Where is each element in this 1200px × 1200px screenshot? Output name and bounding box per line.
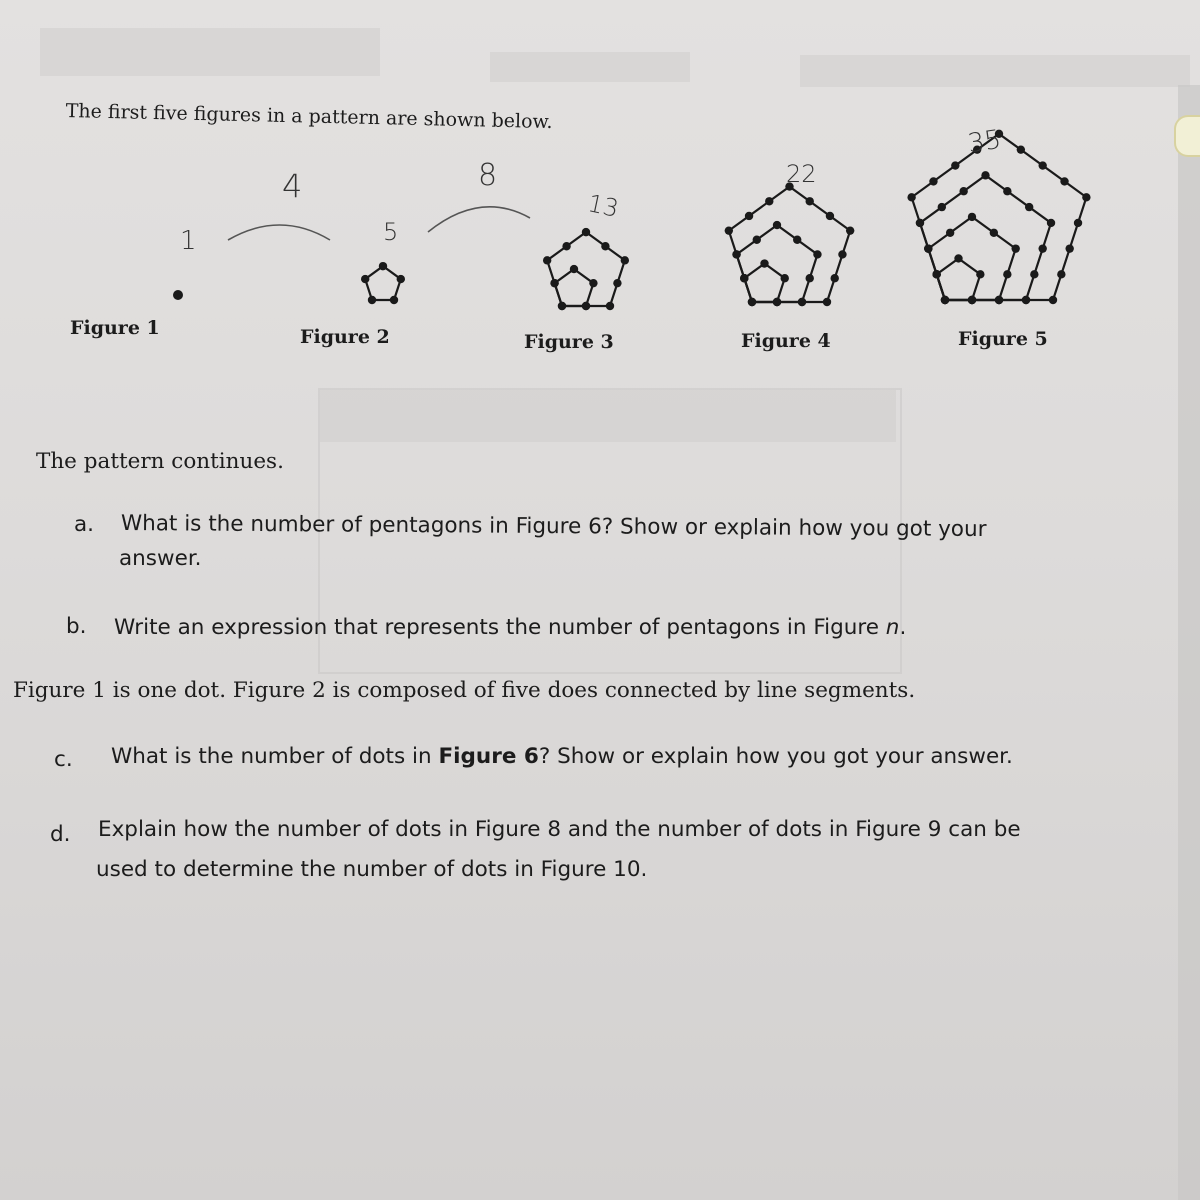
figure-5-dot — [1057, 270, 1065, 278]
figure-3-dot — [550, 279, 558, 287]
figure-4-dot — [753, 236, 761, 244]
figure-5-dot — [916, 219, 924, 227]
figure-3-dot — [562, 242, 570, 250]
figure-4-dot — [748, 298, 756, 306]
figure-1-dot — [173, 290, 183, 300]
figure-4-dot — [793, 236, 801, 244]
figure-3-label: Figure 3 — [524, 331, 614, 353]
figure-5-dot — [968, 213, 976, 221]
handwritten-difference-2: 8 — [478, 158, 498, 193]
figure-5-dot — [1038, 161, 1046, 169]
figure-3-dot — [558, 302, 566, 310]
figure-5-dot — [981, 171, 989, 179]
figure-5-dot — [1003, 187, 1011, 195]
figure-3-pentagon-3 — [547, 232, 625, 306]
question-b-text — [114, 615, 906, 640]
figure-1-label: Figure 1 — [70, 317, 160, 339]
figure-5-dot — [1065, 244, 1073, 252]
figure-5-dot — [1049, 296, 1057, 304]
figure-5-dot — [924, 244, 932, 252]
figure-5-dot — [959, 187, 967, 195]
question-c-pre: What is the number of dots in — [111, 744, 439, 769]
question-a-letter: a. — [74, 512, 95, 537]
figure-3-dot — [570, 265, 578, 273]
question-b-period: . — [899, 615, 907, 640]
figure-5-dot — [1060, 177, 1068, 185]
figure-2-dot — [361, 275, 369, 283]
figure-3-dot — [589, 279, 597, 287]
figure-4-dot — [745, 212, 753, 220]
question-d-line2: used to determine the number of dots in Figure 10. — [96, 857, 648, 882]
question-c-text — [111, 744, 1013, 769]
figure-5-dot — [1074, 219, 1082, 227]
figure-5-dot — [1030, 270, 1038, 278]
figure-4-dot — [773, 298, 781, 306]
figure-5-dot — [938, 203, 946, 211]
figure-5-dot — [990, 229, 998, 237]
figure-5-dot — [976, 270, 984, 278]
figure-4-dot — [831, 274, 839, 282]
figure-5-dot — [1082, 193, 1090, 201]
figure-5-dot — [954, 254, 962, 262]
figure-2-dot — [368, 296, 376, 304]
figure-2-dot — [379, 262, 387, 270]
figure-5-dot — [1011, 244, 1019, 252]
question-c-post: ? Show or explain how you got your answer. — [538, 744, 1013, 769]
figure-5-dot — [1025, 203, 1033, 211]
figure-4-dot — [846, 226, 854, 234]
figure-5-dot — [941, 296, 949, 304]
figure-5-dot — [929, 177, 937, 185]
question-d-line1: Explain how the number of dots in Figure 8 and the number of dots in Figure 9 can be — [98, 817, 1021, 842]
question-a-line2: answer. — [119, 546, 202, 571]
figure-4-dot — [725, 226, 733, 234]
figure-5-dot — [1038, 244, 1046, 252]
figure-4-dot — [798, 298, 806, 306]
figure-5-dot — [1047, 219, 1055, 227]
figure-4-dot — [823, 298, 831, 306]
handwritten-count-figure-5: 35 — [966, 124, 1004, 160]
handwritten-difference-1: 4 — [282, 167, 303, 205]
figure-3-dot — [606, 302, 614, 310]
handwritten-count-figure-4: 22 — [786, 160, 817, 188]
figure-4-dot — [813, 250, 821, 258]
figure-3-dot — [543, 256, 551, 264]
figure-2-label: Figure 2 — [300, 326, 390, 348]
figure-5-label: Figure 5 — [958, 328, 1048, 350]
figure-4-dot — [765, 197, 773, 205]
figure-2-dot — [397, 275, 405, 283]
handwritten-count-figure-1: 1 — [180, 226, 197, 256]
handwritten-count-figure-2: 5 — [383, 218, 399, 246]
figure-4-dot — [838, 250, 846, 258]
figure-4-pentagon-4 — [729, 187, 850, 302]
figure-5-dot — [1017, 145, 1025, 153]
figure-3-dot — [582, 228, 590, 236]
figure-4-label: Figure 4 — [741, 330, 831, 352]
figure-5-dot — [1003, 270, 1011, 278]
handwritten-arc-2 — [428, 207, 530, 232]
figure-5-dot — [907, 193, 915, 201]
figure-4-dot — [781, 274, 789, 282]
handwritten-arc-1 — [228, 225, 330, 240]
figure-4-dot — [806, 197, 814, 205]
question-b-letter: b. — [66, 614, 87, 639]
figure-5-dot — [1022, 296, 1030, 304]
figure-3-dot — [601, 242, 609, 250]
figure-3-dot — [582, 302, 590, 310]
question-d-letter: d. — [50, 822, 71, 847]
figure-5-dot — [946, 229, 954, 237]
question-c-letter: c. — [54, 747, 73, 772]
intro-text: The first five figures in a pattern are shown below. — [65, 100, 553, 134]
pattern-continues-text: The pattern continues. — [36, 449, 284, 474]
question-b-body: Write an expression that represents the number of pentagons in Figure — [114, 615, 886, 640]
figure-4-dot — [826, 212, 834, 220]
figure-4-dot — [806, 274, 814, 282]
figure-3-dot — [621, 256, 629, 264]
figure-3-dot — [613, 279, 621, 287]
question-c-bold: Figure 6 — [438, 744, 539, 769]
figure-4-dot — [773, 221, 781, 229]
question-a-line1: What is the number of pentagons in Figure 6? Show or explain how you got your — [120, 511, 987, 543]
figure-4-dot — [760, 259, 768, 267]
figure-4-dot — [740, 274, 748, 282]
figure-5-dot — [968, 296, 976, 304]
question-b-variable: n — [885, 615, 900, 640]
handwritten-count-figure-3: 13 — [585, 189, 622, 223]
figure-5-dot — [995, 296, 1003, 304]
figure-5-dot — [932, 270, 940, 278]
figure-5-dot — [951, 161, 959, 169]
figure-4-dot — [732, 250, 740, 258]
figure-2-dot — [390, 296, 398, 304]
figure-note-text: Figure 1 is one dot. Figure 2 is composed of five does connected by line segments. — [13, 678, 916, 703]
figure-2-pentagon-2 — [365, 266, 401, 300]
